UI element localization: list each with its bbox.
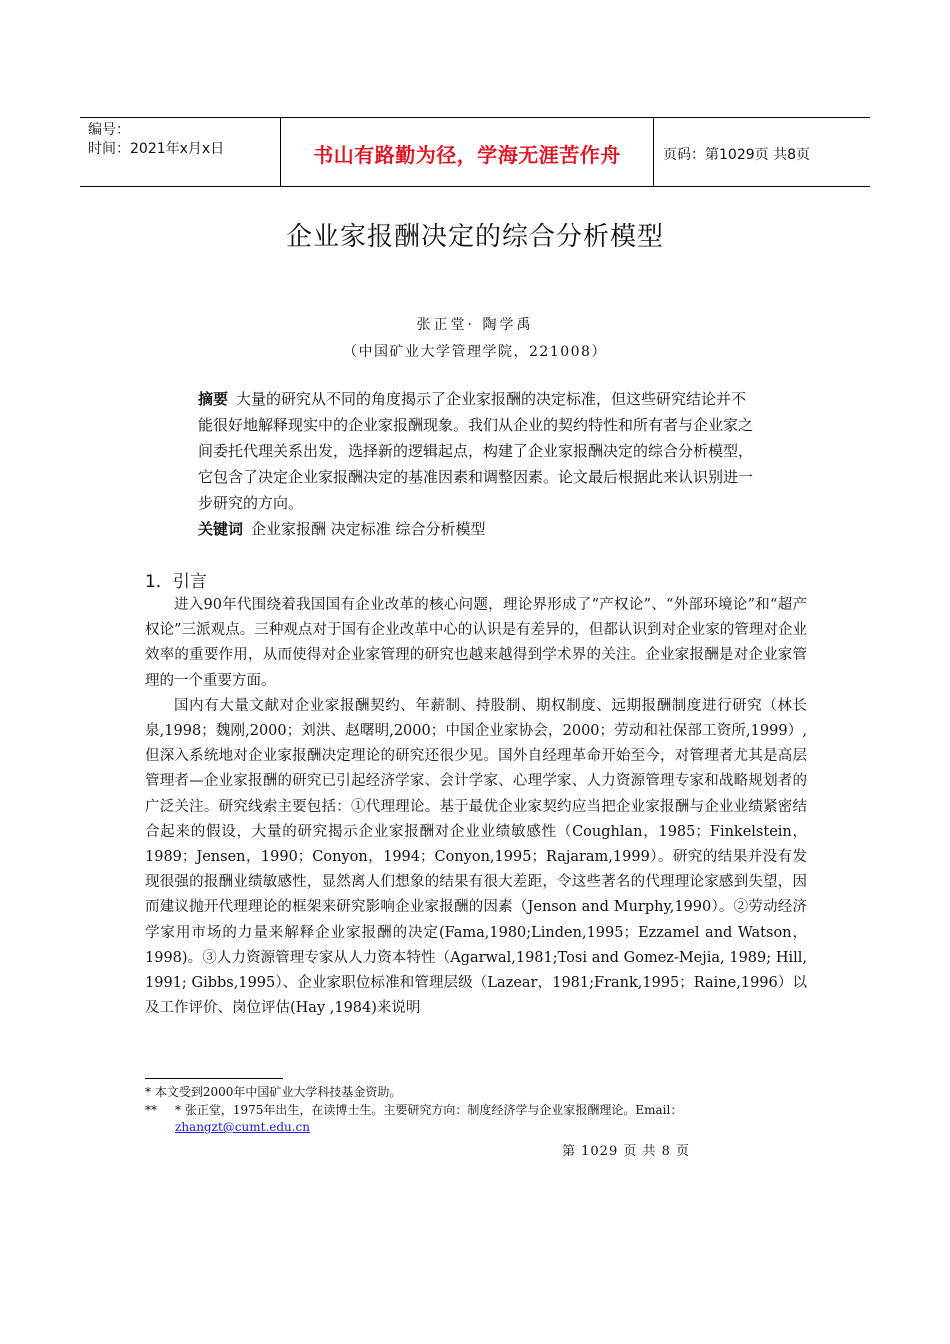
authors: 张正堂· 陶学禹 xyxy=(416,317,534,333)
page-footer: 第 1029 页 共 8 页 xyxy=(562,1144,691,1159)
header-motto: 书山有路勤为径，学海无涯苦作舟 xyxy=(313,143,621,167)
body-text xyxy=(145,593,807,1021)
footnote-2 xyxy=(145,1102,682,1119)
time-label: 时间：2021年x月x日 xyxy=(88,141,225,157)
keywords xyxy=(198,516,754,542)
number-label: 编号： xyxy=(88,122,130,138)
keywords-label: 关键词 xyxy=(198,520,244,538)
footnote-mark: ** xyxy=(145,1103,157,1117)
paper-title: 企业家报酬决定的综合分析模型 xyxy=(285,222,664,252)
abstract xyxy=(198,386,754,516)
affiliation: （中国矿业大学管理学院，221008） xyxy=(343,344,607,360)
email-link[interactable]: zhangzt@cumt.edu.cn xyxy=(175,1120,310,1134)
abstract-label: 摘要 xyxy=(198,390,229,408)
header-divider xyxy=(653,118,654,186)
footnote-2-text: * 张正堂，1975年出生，在读博士生。主要研究方向：制度经济学与企业家报酬理论。Email： xyxy=(175,1103,683,1117)
footnote-1: * 本文受到2000年中国矿业大学科技基金资助。 xyxy=(145,1085,402,1099)
section-heading: 1．引言 xyxy=(145,572,207,592)
header-meta xyxy=(88,121,224,159)
header-table xyxy=(80,117,870,187)
paragraph: 进入90年代围绕着我国国有企业改革的核心问题，理论界形成了“产权论”、“外部环境论”和“超产权论”三派观点。三种观点对于国有企业改革中心的认识是有差异的，但都认识到对企业家的管理对企业效率的重要作用，从而使得对企业家管理的研究也越来越得到学术界的关注。企业家报酬是对企业家管理的一个重要方面。 xyxy=(145,597,807,689)
keywords-text: 企业家报酬 决定标准 综合分析模型 xyxy=(251,520,486,538)
footnote-rule xyxy=(145,1078,283,1079)
paragraph: 国内有大量文献对企业家报酬契约、年薪制、持股制、期权制度、远期报酬制度进行研究（林长泉,1998；魏刚,2000；刘洪、赵曙明,2000；中国企业家协会，2000；劳动和社保部工资所,1999）,但深入系统地对企业家报酬决定理论的研究还很少见。国外自经理革命开始至今，对管理者尤其是高层管理者—企业家报酬的研究已引起经济学家、会计学家、心理学家、人力资源管理专家和战略规划者的广泛关注。研究线索主要包括：①代理理论。基于最优企业家契约应当把企业家报酬与企业业绩紧密结合起来的假设，大量的研究揭示企业家报酬对企业业绩敏感性（Coughlan，1985；Finkelstein，1989；Jensen，1990；Conyon，1994；Conyon,1995；Rajaram,1999）。研究的结果并没有发现很强的报酬业绩敏感性，显然离人们想象的结果有很大差距，令这些著名的代理理论家感到失望，因而建议抛开代理理论的框架来研究影响企业家报酬的因素（Jenson and Murphy,1990）。②劳动经济学家用市场的力量来解释企业家报酬的决定(Fama,1980;Linden,1995；Ezzamel and Watson，1998)。③人力资源管理专家从人力资本特性（Agarwal,1981;Tosi and Gomez-Mejia, 1989; Hill, 1991; Gibbs,1995）、企业家职位标准和管理层级（Lazear，1981;Frank,1995；Raine,1996）以及工作评价、岗位评估(Hay ,1984)来说明 xyxy=(145,697,807,1017)
abstract-text: 大量的研究从不同的角度揭示了企业家报酬的决定标准，但这些研究结论并不能很好地解释现实中的企业家报酬现象。我们从企业的契约特性和所有者与企业家之间委托代理关系出发，选择新的逻辑起点，构建了企业家报酬决定的综合分析模型，它包含了决定企业家报酬决定的基准因素和调整因素。论文最后根据此来认识别进一步研究的方向。 xyxy=(198,390,754,512)
header-page-info: 页码：第1029页 共8页 xyxy=(663,147,810,163)
